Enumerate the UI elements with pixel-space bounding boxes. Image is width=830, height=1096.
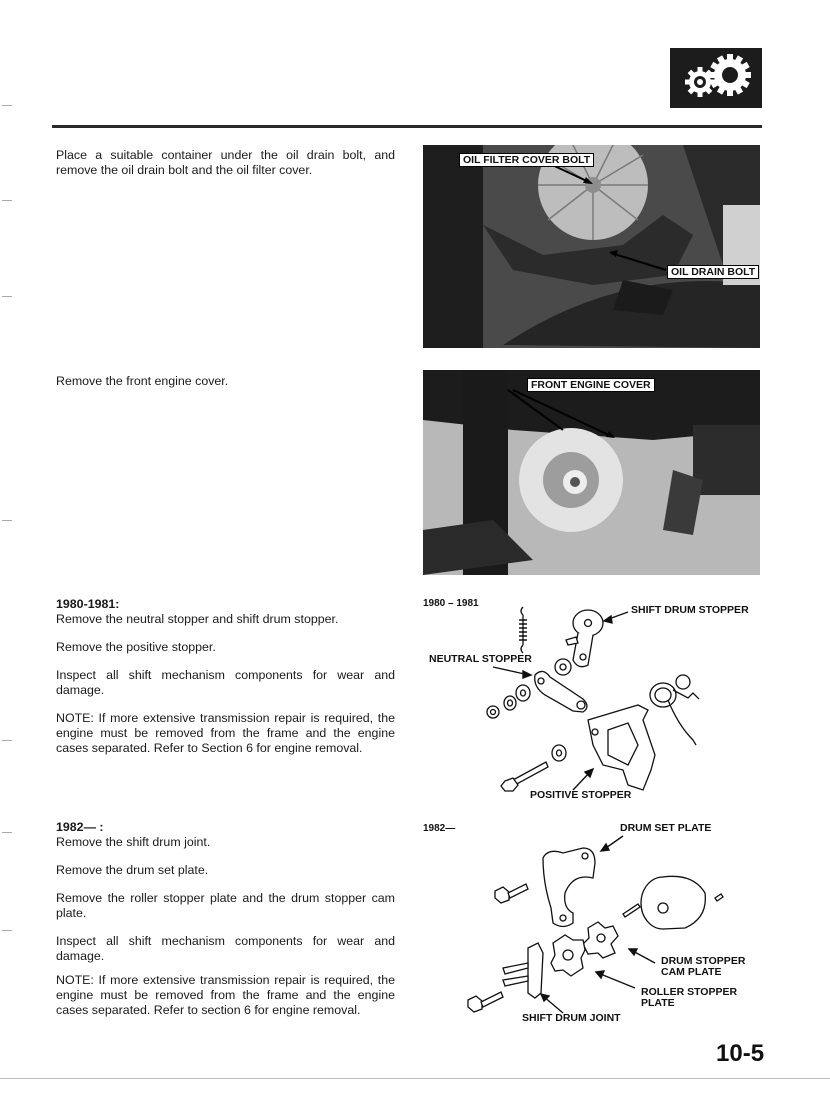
callout-front-engine-cover: FRONT ENGINE COVER bbox=[527, 378, 655, 392]
diagram-year-label: 1980 – 1981 bbox=[423, 598, 479, 609]
diagram-1982 bbox=[423, 818, 768, 1028]
scan-mark bbox=[2, 832, 12, 833]
instruction-text: Remove the drum set plate. bbox=[56, 863, 209, 877]
label-positive-stopper: POSITIVE STOPPER bbox=[530, 789, 632, 801]
scan-mark bbox=[2, 930, 12, 931]
year-heading: 1982— : bbox=[56, 820, 104, 834]
instruction-text: Remove the roller stopper plate and the drum stopper cam plate. bbox=[56, 891, 395, 920]
instruction-text: Remove the front engine cover. bbox=[56, 374, 229, 388]
instruction-text: Inspect all shift mechanism components for wear and damage. bbox=[56, 668, 395, 697]
section-1982 bbox=[56, 820, 395, 1018]
shift-mechanism-1980-illustration bbox=[423, 595, 768, 805]
scan-mark bbox=[2, 296, 12, 297]
gears-icon bbox=[670, 48, 762, 108]
instruction-text: Remove the shift drum joint. bbox=[56, 835, 211, 849]
scan-mark bbox=[2, 740, 12, 741]
diagram-year-label: 1982— bbox=[423, 823, 456, 834]
callout-oil-filter-cover-bolt: OIL FILTER COVER BOLT bbox=[459, 153, 594, 167]
instruction-text: Place a suitable container under the oil drain bolt, and remove the oil drain bolt and the oil filter cover. bbox=[56, 148, 395, 177]
section-oil-drain bbox=[56, 148, 395, 178]
note-text: NOTE: If more extensive transmission repair is required, the engine must be removed from the frame and the engine cases separated. Refer to Section 6 for engine removal. bbox=[56, 711, 395, 755]
page-number: 10-5 bbox=[716, 1040, 765, 1067]
label-drum-stopper: DRUM STOPPER bbox=[661, 955, 746, 967]
instruction-text: Remove the neutral stopper and shift drum stopper. bbox=[56, 612, 339, 626]
footer-rule bbox=[0, 1078, 830, 1079]
scan-mark bbox=[2, 105, 12, 106]
instruction-text: Inspect all shift mechanism components for wear and damage. bbox=[56, 934, 395, 963]
label-shift-drum-joint: SHIFT DRUM JOINT bbox=[522, 1012, 621, 1024]
label-roller-stopper: ROLLER STOPPER bbox=[641, 986, 738, 998]
year-heading: 1980-1981: bbox=[56, 597, 120, 611]
scan-mark bbox=[2, 200, 12, 201]
scan-mark bbox=[2, 520, 12, 521]
section-front-cover bbox=[56, 374, 395, 389]
label-shift-drum-stopper: SHIFT DRUM STOPPER bbox=[631, 604, 749, 616]
label-cam-plate: CAM PLATE bbox=[661, 966, 722, 978]
note-text: NOTE: If more extensive transmission repair is required, the engine must be removed from the frame and the engine cases separated. Refer to section 6 for engine removal. bbox=[56, 973, 395, 1017]
label-drum-set-plate: DRUM SET PLATE bbox=[620, 822, 712, 834]
callout-oil-drain-bolt: OIL DRAIN BOLT bbox=[667, 265, 759, 279]
diagram-1980-1981 bbox=[423, 595, 768, 805]
oil-drain-photo bbox=[423, 145, 760, 348]
front-engine-cover-photo bbox=[423, 370, 760, 575]
section-1980-1981 bbox=[56, 597, 395, 756]
label-neutral-stopper: NEUTRAL STOPPER bbox=[429, 653, 532, 665]
label-roller-stopper-plate: PLATE bbox=[641, 997, 675, 1009]
instruction-text: Remove the positive stopper. bbox=[56, 640, 216, 654]
header-rule bbox=[52, 125, 762, 128]
